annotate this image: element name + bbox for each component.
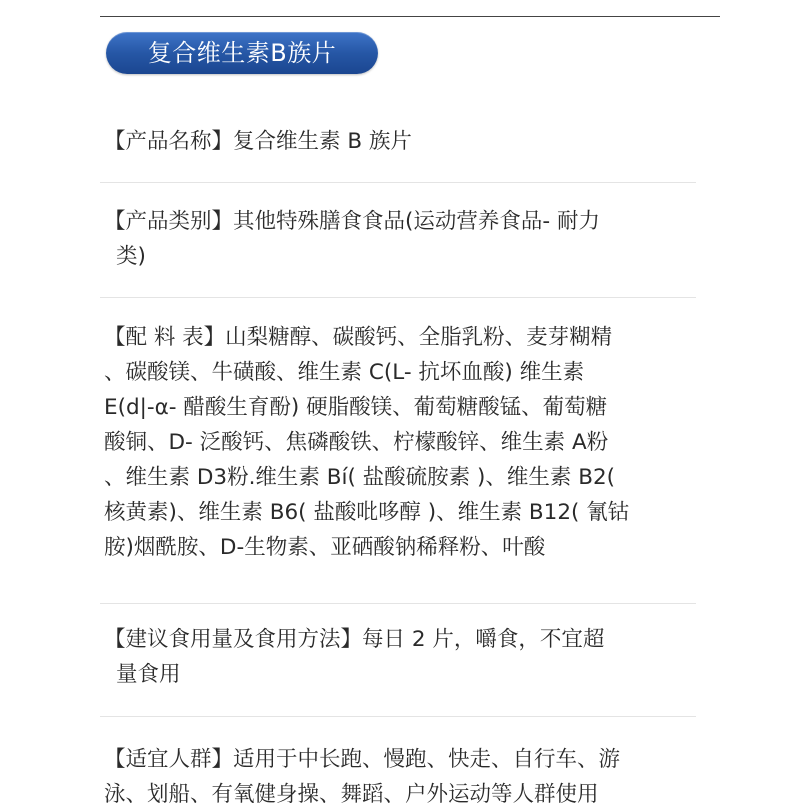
divider bbox=[100, 182, 696, 183]
ingredients-label: 【配 料 表】 bbox=[104, 325, 226, 350]
ingredients-line-2: 、碳酸镁、牛磺酸、维生素 C(L- 抗坏血酸) 维生素 bbox=[104, 360, 585, 385]
product-name-label: 【产品名称】 bbox=[104, 129, 234, 154]
divider bbox=[100, 297, 696, 298]
section-product-category bbox=[104, 204, 704, 274]
ingredients-line-5: 、维生素 D3粉.维生素 Bí( 盐酸硫胺素 )、维生素 B2( bbox=[104, 465, 616, 490]
product-category-line-2: 类) bbox=[116, 244, 146, 269]
section-ingredients bbox=[104, 320, 704, 565]
product-title-banner bbox=[106, 32, 378, 74]
divider bbox=[100, 603, 696, 604]
section-audience bbox=[104, 742, 704, 812]
dosage-line-2: 量食用 bbox=[116, 662, 181, 687]
product-category-label: 【产品类别】 bbox=[104, 209, 234, 234]
ingredients-line-1: 山梨糖醇、碳酸钙、全脂乳粉、麦芽糊精 bbox=[225, 325, 613, 350]
product-name-value: 复合维生素 B 族片 bbox=[233, 129, 412, 154]
dosage-line-1: 每日 2 片，嚼食，不宜超 bbox=[362, 627, 605, 652]
section-dosage bbox=[104, 622, 704, 692]
ingredients-line-4: 酸铜、D- 泛酸钙、焦磷酸铁、柠檬酸锌、维生素 A粉 bbox=[104, 430, 609, 455]
product-title: 复合维生素B族片 bbox=[147, 39, 337, 67]
audience-label: 【适宜人群】 bbox=[104, 747, 234, 772]
top-rule bbox=[100, 16, 720, 17]
ingredients-line-6: 核黄素)、维生素 B6( 盐酸吡哆醇 )、维生素 B12( 氰钴 bbox=[104, 500, 630, 525]
dosage-label: 【建议食用量及食用方法】 bbox=[104, 627, 363, 652]
audience-line-1: 适用于中长跑、慢跑、快走、自行车、游 bbox=[233, 747, 621, 772]
ingredients-line-3: E(d|-α- 醋酸生育酚) 硬脂酸镁、葡萄糖酸锰、葡萄糖 bbox=[104, 395, 608, 420]
audience-line-2: 泳、划船、有氧健身操、舞蹈、户外运动等人群使用 bbox=[104, 782, 599, 807]
divider bbox=[100, 716, 696, 717]
product-category-line-1: 其他特殊膳食食品(运动营养食品- 耐力 bbox=[233, 209, 600, 234]
ingredients-line-7: 胺)烟酰胺、D-生物素、亚硒酸钠稀释粉、叶酸 bbox=[104, 535, 546, 560]
section-product-name bbox=[104, 124, 704, 159]
